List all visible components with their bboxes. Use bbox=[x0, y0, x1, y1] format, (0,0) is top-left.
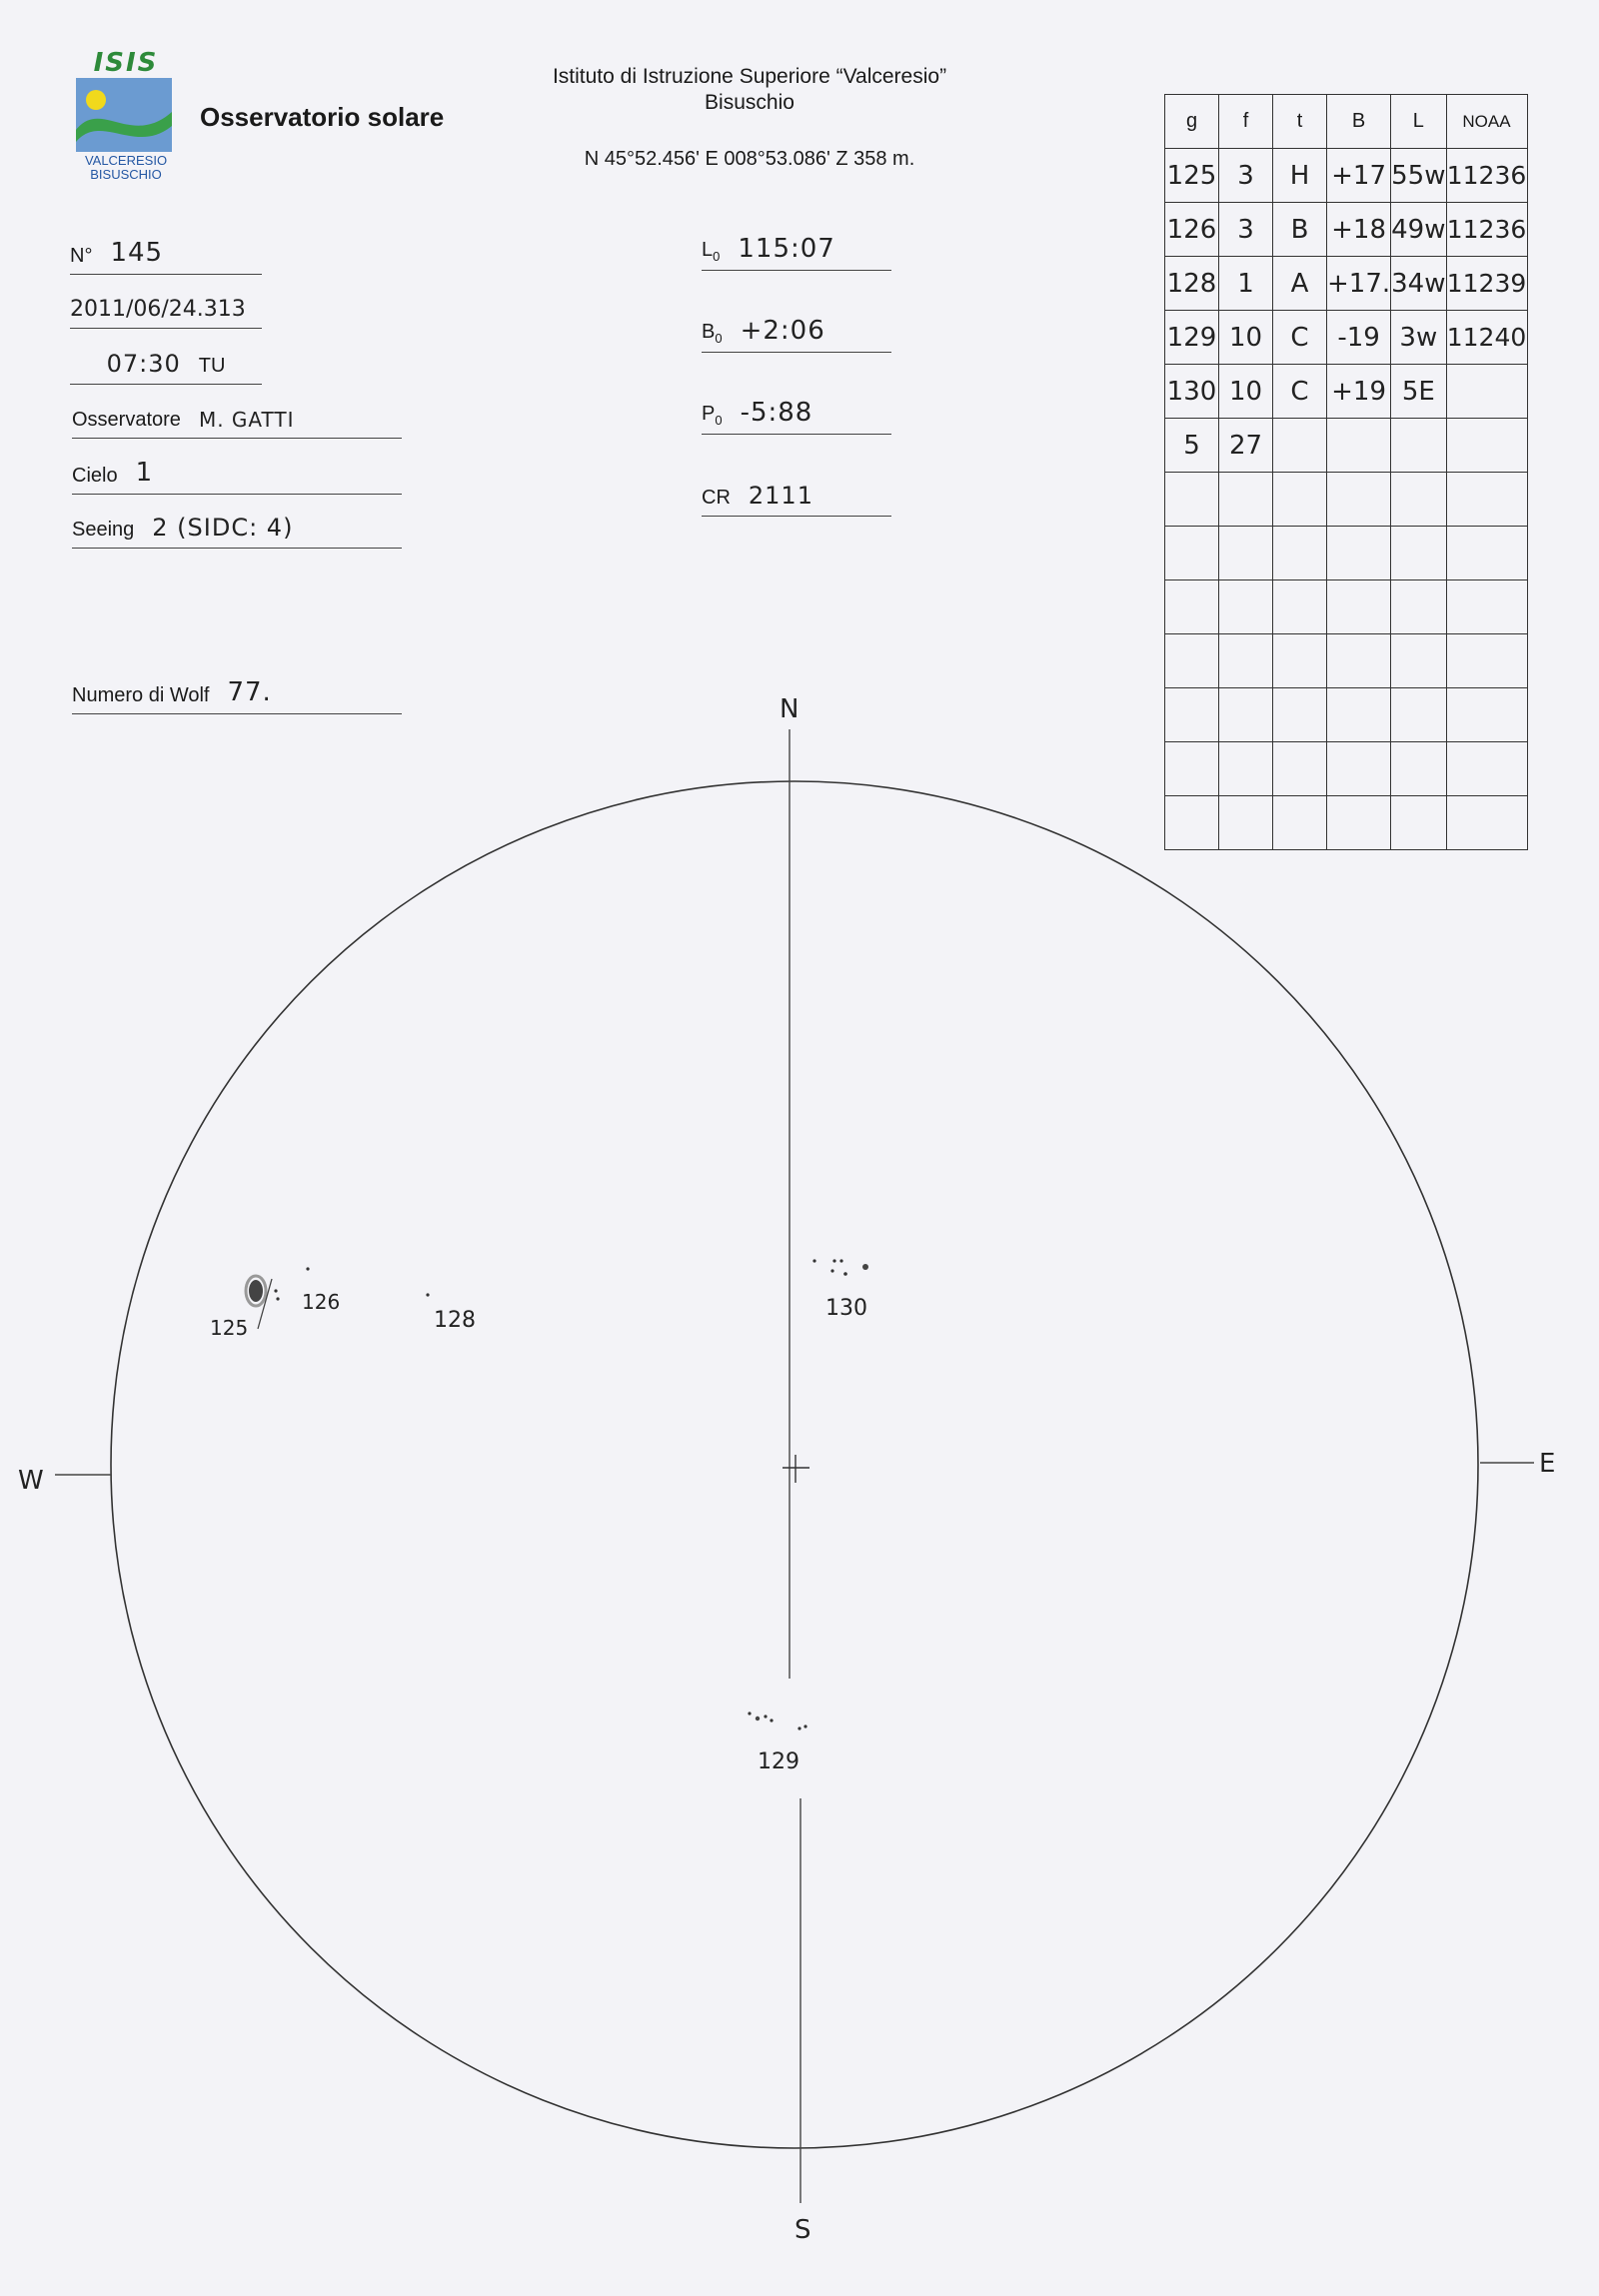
cell-g: 130 bbox=[1165, 365, 1219, 419]
b0-letter: B bbox=[702, 321, 716, 343]
north-label: N bbox=[780, 694, 800, 724]
group-128-label: 128 bbox=[434, 1308, 476, 1333]
seeing-label: Seeing bbox=[72, 519, 135, 541]
cell-f: 10 bbox=[1219, 365, 1273, 419]
sky-value: 1 bbox=[135, 458, 154, 488]
sunspot-130-c bbox=[839, 1259, 842, 1262]
group-130-label: 130 bbox=[825, 1296, 867, 1321]
cell-f: 1 bbox=[1219, 257, 1273, 311]
date-value: 2011/06/24.313 bbox=[70, 297, 246, 322]
cell-noaa: 11239 bbox=[1446, 257, 1527, 311]
cell-f: 10 bbox=[1219, 311, 1273, 365]
cell-g: 129 bbox=[1165, 311, 1219, 365]
sunspot-126-b bbox=[276, 1297, 279, 1300]
cell-g: 128 bbox=[1165, 257, 1219, 311]
observatory-title: Osservatorio solare bbox=[200, 102, 445, 132]
cell-l: 55w bbox=[1391, 149, 1446, 203]
cell-b: +17. bbox=[1327, 257, 1391, 311]
cell-noaa: 11240 bbox=[1446, 311, 1527, 365]
cell-l: 3w bbox=[1391, 311, 1446, 365]
sunspot-130-f bbox=[862, 1264, 868, 1270]
sunspot-130-d bbox=[830, 1269, 833, 1272]
b0-subscript: 0 bbox=[715, 331, 723, 346]
sunspot-129-e bbox=[798, 1726, 800, 1729]
cell-f: 3 bbox=[1219, 149, 1273, 203]
p0-value: -5:88 bbox=[740, 398, 813, 428]
sunspot-126-c bbox=[306, 1267, 309, 1270]
wolf-label: Numero di Wolf bbox=[72, 684, 210, 706]
sunspot-129-f bbox=[803, 1724, 806, 1727]
cell-noaa: 11236 bbox=[1446, 149, 1527, 203]
sunspot-129-a bbox=[748, 1712, 751, 1715]
p0-letter: P bbox=[702, 403, 716, 425]
cell-g: 126 bbox=[1165, 203, 1219, 257]
sunspot-130-e bbox=[843, 1272, 847, 1276]
b0-value: +2:06 bbox=[740, 316, 825, 346]
group-126-label: 126 bbox=[302, 1290, 341, 1314]
cell-noaa: 11236 bbox=[1446, 203, 1527, 257]
logo-text: ISIS bbox=[93, 48, 159, 78]
l0-value: 115:07 bbox=[738, 234, 835, 264]
col-header-b: B bbox=[1327, 95, 1391, 149]
cell-t: A bbox=[1273, 257, 1327, 311]
sunspot-125-umbra bbox=[249, 1280, 263, 1302]
cell-f: 27 bbox=[1219, 419, 1273, 473]
cell-f: 3 bbox=[1219, 203, 1273, 257]
sky-label: Cielo bbox=[72, 465, 118, 487]
col-header-l: L bbox=[1391, 95, 1446, 149]
cell-l: 5E bbox=[1391, 365, 1446, 419]
time-unit: TU bbox=[198, 355, 226, 377]
col-header-noaa: NOAA bbox=[1446, 95, 1527, 149]
seeing-value: 2 (SIDC: 4) bbox=[152, 514, 294, 542]
cell-b: -19 bbox=[1327, 311, 1391, 365]
sunspot-130-a bbox=[812, 1259, 815, 1262]
sunspot-129-c bbox=[764, 1715, 767, 1718]
sunspot-126-a bbox=[274, 1289, 277, 1292]
cell-t: C bbox=[1273, 311, 1327, 365]
number-value: 145 bbox=[110, 238, 164, 268]
sunspot-128 bbox=[426, 1293, 429, 1296]
institute-line1: Istituto di Istruzione Superiore “Valceresio” bbox=[552, 65, 947, 88]
site-coordinates: N 45°52.456' E 008°53.086' Z 358 m. bbox=[584, 148, 915, 170]
cell-t: C bbox=[1273, 365, 1327, 419]
group-125-label: 125 bbox=[210, 1316, 249, 1340]
cr-label: CR bbox=[702, 487, 731, 509]
wolf-value: 77. bbox=[227, 677, 272, 707]
cell-t: B bbox=[1273, 203, 1327, 257]
observer-label: Osservatore bbox=[72, 409, 181, 431]
time-value: 07:30 bbox=[106, 350, 181, 378]
group-129-label: 129 bbox=[758, 1749, 800, 1774]
cell-l: 49w bbox=[1391, 203, 1446, 257]
institute-line2: Bisuschio bbox=[705, 91, 795, 114]
west-label: W bbox=[18, 1466, 44, 1496]
col-header-f: f bbox=[1219, 95, 1273, 149]
col-header-t: t bbox=[1273, 95, 1327, 149]
sunspot-129-b bbox=[756, 1717, 760, 1721]
cell-b: +18 bbox=[1327, 203, 1391, 257]
observer-value: M. GATTI bbox=[198, 408, 295, 432]
logo-caption-line2: BISUSCHIO bbox=[90, 167, 162, 182]
cell-l: 34w bbox=[1391, 257, 1446, 311]
col-header-g: g bbox=[1165, 95, 1219, 149]
cell-t: H bbox=[1273, 149, 1327, 203]
cell-b: +17 bbox=[1327, 149, 1391, 203]
sunspot-130-b bbox=[832, 1259, 835, 1262]
l0-subscript: 0 bbox=[713, 249, 721, 264]
sunspot-129-d bbox=[770, 1719, 773, 1722]
number-label: N° bbox=[70, 245, 93, 267]
cr-value: 2111 bbox=[748, 482, 813, 510]
cell-g: 5 bbox=[1165, 419, 1219, 473]
l0-letter: L bbox=[702, 239, 714, 261]
p0-subscript: 0 bbox=[715, 413, 723, 428]
cell-b: +19 bbox=[1327, 365, 1391, 419]
east-label: E bbox=[1539, 1449, 1556, 1479]
cell-g: 125 bbox=[1165, 149, 1219, 203]
solar-disk-outline bbox=[111, 781, 1478, 2148]
south-label: S bbox=[795, 2215, 811, 2245]
logo-caption-line1: VALCERESIO bbox=[84, 153, 168, 168]
